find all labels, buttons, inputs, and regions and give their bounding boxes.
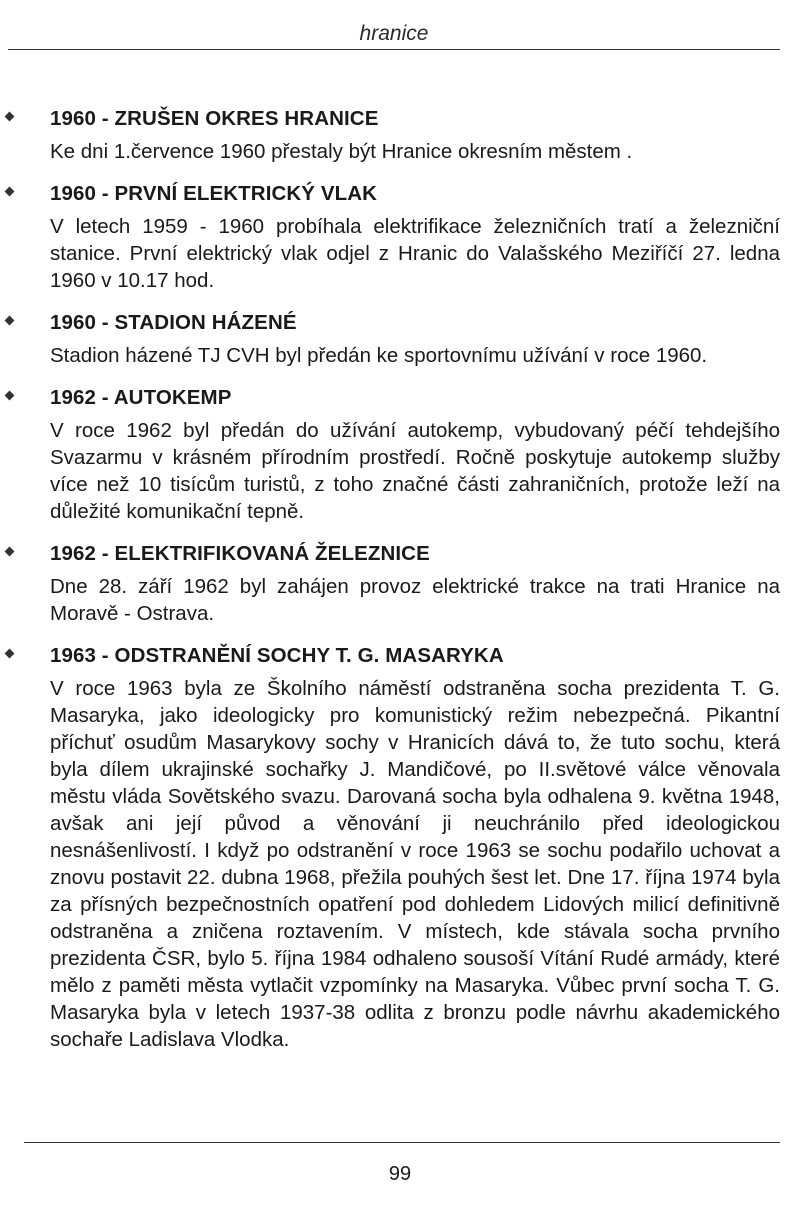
entry-body: V letech 1959 - 1960 probíhala elektrifikace železničních tratí a železniční stanice. První elektrický vlak odjel z Hranic do Valašského Meziříčí 27. ledna 1960 v 10.17 hod. (50, 215, 780, 292)
entry-title: 1960 - STADION HÁZENÉ (50, 311, 297, 334)
diamond-bullet-icon (5, 547, 15, 557)
entry-title: 1962 - ELEKTRIFIKOVANÁ ŽELEZNICE (50, 542, 430, 565)
diamond-bullet-icon (5, 391, 15, 401)
entry-1963-odstraneni-sochy (0, 637, 800, 1053)
diamond-bullet-icon (5, 316, 15, 326)
entry-1960-stadion-hazene (0, 304, 800, 369)
entry-1962-elektrifikovana-zeleznice (0, 535, 800, 627)
header-rule (8, 49, 780, 50)
entry-title: 1960 - ZRUŠEN OKRES HRANICE (50, 107, 379, 130)
diamond-bullet-icon (5, 187, 15, 197)
running-header: hranice (359, 22, 429, 45)
entry-heading (0, 175, 800, 213)
entry-title: 1963 - ODSTRANĚNÍ SOCHY T. G. MASARYKA (50, 644, 504, 667)
entry-heading (0, 304, 800, 342)
entry-body: Stadion házené TJ CVH byl předán ke sportovnímu užívání v roce 1960. (50, 344, 708, 367)
entry-body: Dne 28. září 1962 byl zahájen provoz elektrické trakce na trati Hranice na Moravě - Ostrava. (50, 575, 780, 625)
entry-heading (0, 100, 800, 138)
entry-body: V roce 1963 byla ze Školního náměstí odstraněna socha prezidenta T. G. Masaryka, jako ideologicky pro komunistický režim nebezpečná. Pikantní příchuť osudům Masarykovy sochy v Hranicích dává to, že tuto sochu, která byla dílem ukrajinské sochařky J. Mandičové, po II.světové válce věnovala městu vláda Sovětského svazu. Darovaná socha byla odhalena 9. května 1948, avšak ani její původ a věnování ji neuchránilo před ideologickou nesnášenlivostí. I když po odstranění v roce 1963 se sochu podařilo uchovat a znovu postavit 22. dubna 1968, přežila pouhých šest let. Dne 17. října 1974 byla za přísných bezpečnostních opatření pod dohledem Lidových milicí definitivně odstraněna a zničena roztavením. V místech, kde stávala socha prvního prezidenta ČSR, bylo 5. října 1984 odhaleno sousoší Vítání Rudé armády, které mělo z paměti města vytlačit vzpomínky na Masaryka. Vůbec první socha T. G. Masaryka byla v letech 1937-38 odlita z bronzu podle návrhu akademického sochaře Ladislava Vlodka. (50, 677, 780, 1051)
entry-body: Ke dni 1.července 1960 přestaly být Hranice okresním městem . (50, 140, 633, 163)
diamond-bullet-icon (5, 112, 15, 122)
entry-heading (0, 535, 800, 573)
entry-title: 1960 - PRVNÍ ELEKTRICKÝ VLAK (50, 182, 378, 205)
entry-heading (0, 637, 800, 675)
entry-title: 1962 - AUTOKEMP (50, 386, 232, 409)
entry-1962-autokemp (0, 379, 800, 525)
entry-1960-elektricky-vlak (0, 175, 800, 294)
entry-heading (0, 379, 800, 417)
diamond-bullet-icon (5, 649, 15, 659)
footer-rule (24, 1142, 780, 1143)
entry-body: V roce 1962 byl předán do užívání autokemp, vybudovaný péčí tehdejšího Svazarmu v krásném přírodním prostředí. Ročně poskytuje autokemp služby více než 10 tisícům turistů, z toho značné části zahraničních, protože leží na důležité komunikační tepně. (50, 419, 780, 523)
page-number: 99 (388, 1163, 412, 1185)
entry-1960-zruseni-okresu (0, 100, 800, 165)
entry-list (0, 100, 800, 1063)
